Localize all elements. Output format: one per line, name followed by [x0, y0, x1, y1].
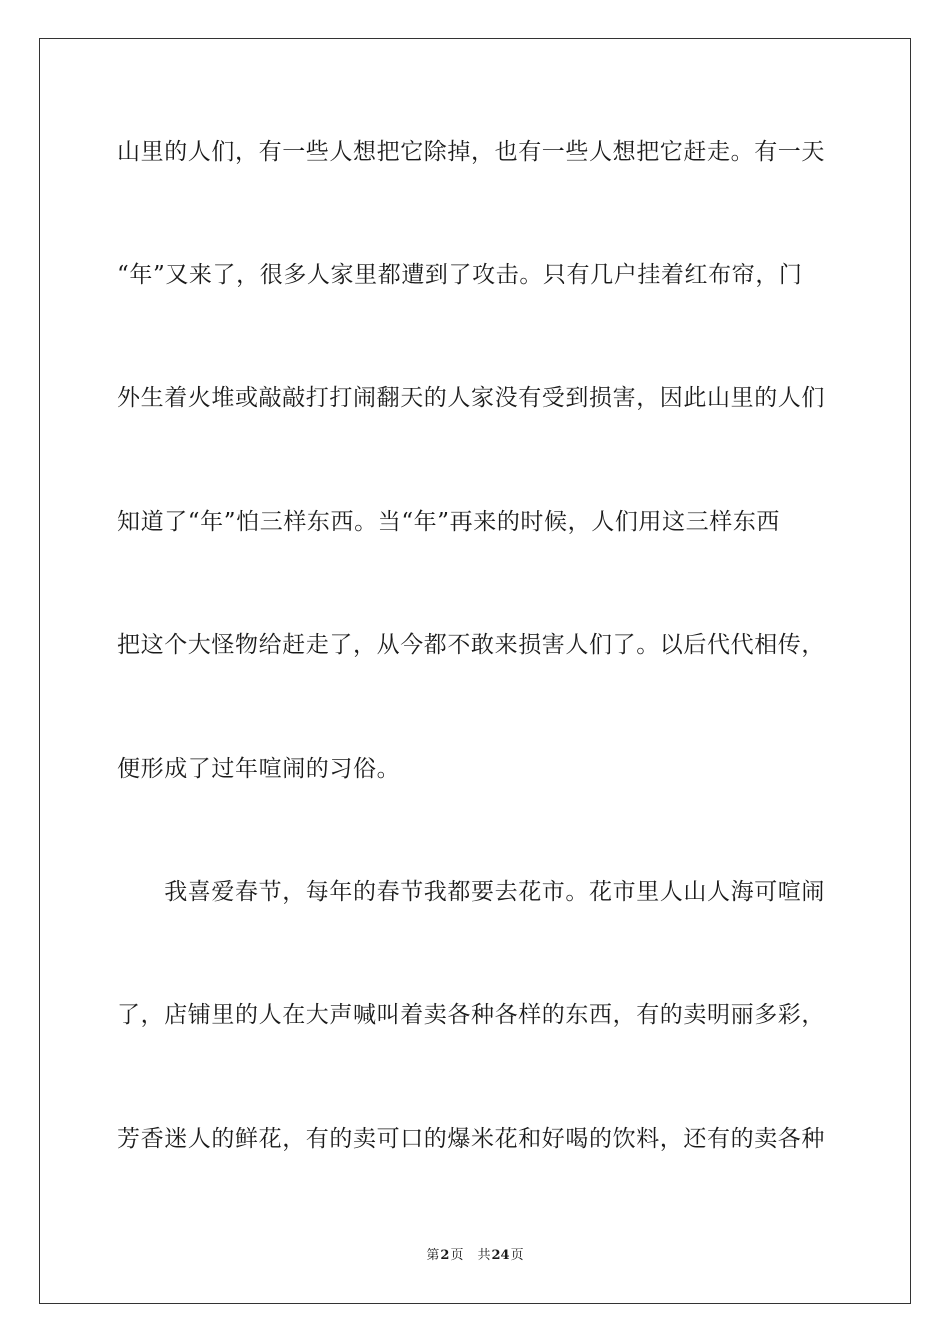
body-line-4: 知道了“年”怕三样东西。当“年”再来的时候，人们用这三样东西 — [117, 509, 781, 535]
page-border — [39, 38, 911, 1304]
body-line-8: 了，店铺里的人在大声喊叫着卖各种各样的东西，有的卖明丽多彩， — [117, 1002, 825, 1028]
page-number: 2 — [440, 1248, 450, 1263]
page-prefix: 第 — [426, 1248, 440, 1263]
total-pages: 24 — [491, 1248, 510, 1263]
total-suffix: 页 — [510, 1248, 524, 1263]
body-line-6: 便形成了过年喧闹的习俗。 — [117, 756, 401, 782]
body-line-7: 我喜爱春节，每年的春节我都要去花市。花市里人山人海可喧闹 — [117, 879, 825, 905]
body-line-3: 外生着火堆或敲敲打打闹翻天的人家没有受到损害，因此山里的人们 — [117, 385, 825, 411]
body-line-1: 山里的人们，有一些人想把它除掉，也有一些人想把它赶走。有一天 — [117, 139, 825, 165]
page-suffix: 页 — [450, 1248, 464, 1263]
page-footer — [0, 1247, 950, 1265]
body-line-5: 把这个大怪物给赶走了，从今都不敢来损害人们了。以后代代相传， — [117, 632, 825, 658]
total-prefix: 共 — [477, 1248, 491, 1263]
body-line-9: 芳香迷人的鲜花，有的卖可口的爆米花和好喝的饮料，还有的卖各种 — [117, 1126, 825, 1152]
body-line-2: “年”又来了，很多人家里都遭到了攻击。只有几户挂着红布帘，门 — [117, 262, 803, 288]
